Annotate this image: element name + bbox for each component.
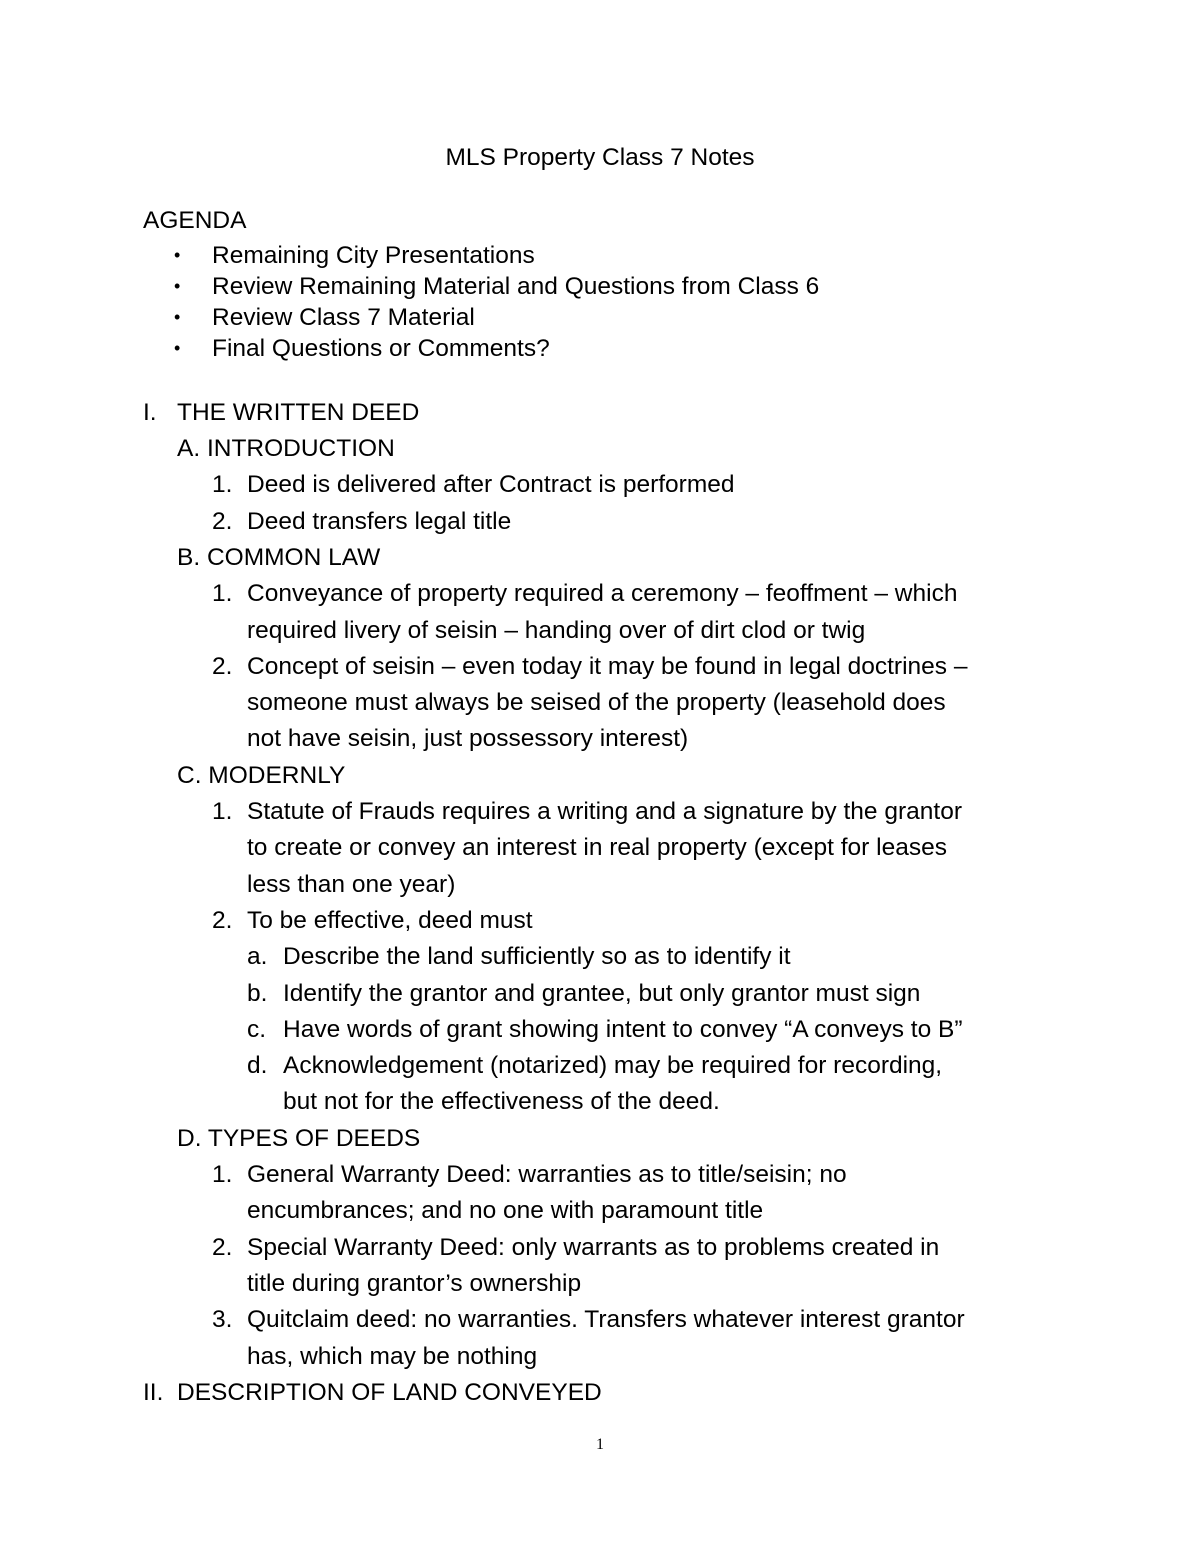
agenda-item: • Remaining City Presentations	[143, 240, 1073, 271]
sub-list-item: d. Acknowledgement (notarized) may be required for recording, but not for the effectiveness of the deed.	[247, 1052, 943, 1116]
list-item: 2. Concept of seisin – even today it may be found in legal doctrines – someone must always be seised of the property (leasehold does not have seisin, just possessory interest)	[212, 652, 968, 753]
agenda-heading: AGENDA	[143, 207, 247, 235]
document-body	[143, 140, 1073, 1411]
list-item: 2. To be effective, deed must	[212, 906, 533, 934]
list-item: 1. Conveyance of property required a ceremony – feoffment – which required livery of seisin – handing over of dirt clod or twig	[212, 580, 958, 644]
bullet-icon: •	[174, 275, 181, 296]
subsection-heading: C. MODERNLY	[177, 761, 346, 789]
section-heading	[143, 395, 1073, 431]
list-item: 3. Quitclaim deed: no warranties. Transfers whatever interest grantor has, which may be nothing	[212, 1306, 965, 1370]
subsection-heading: B. COMMON LAW	[177, 543, 381, 571]
agenda-list	[143, 240, 1073, 365]
sub-list-item: a. Describe the land sufficiently so as to identify it	[247, 943, 791, 971]
document-title: MLS Property Class 7 Notes	[445, 144, 755, 171]
page-number: 1	[596, 1436, 604, 1453]
section-heading	[143, 1375, 1073, 1411]
agenda-item: • Review Remaining Material and Questions from Class 6	[143, 271, 1073, 302]
bullet-icon: •	[174, 307, 181, 328]
section-title: DESCRIPTION OF LAND CONVEYED	[177, 1378, 602, 1406]
list-item: 1. General Warranty Deed: warranties as to title/seisin; no encumbrances; and no one with paramount title	[212, 1161, 847, 1225]
list-item: 2. Special Warranty Deed: only warrants as to problems created in title during grantor’s ownership	[212, 1233, 940, 1297]
section-number: I.	[143, 398, 157, 426]
sub-list-item: b. Identify the grantor and grantee, but only grantor must sign	[247, 979, 921, 1007]
subsection-heading: D. TYPES OF DEEDS	[177, 1124, 421, 1152]
subsection-heading: A. INTRODUCTION	[177, 435, 395, 463]
list-item: 2. Deed transfers legal title	[212, 507, 512, 535]
list-item: 1. Statute of Frauds requires a writing and a signature by the grantor to create or convey an interest in real property (except for leases less than one year)	[212, 798, 962, 898]
bullet-icon: •	[174, 244, 181, 265]
agenda-item: • Review Class 7 Material	[143, 302, 1073, 333]
list-item: 1. Deed is delivered after Contract is performed	[212, 471, 735, 499]
sub-list-item: c. Have words of grant showing intent to convey “A conveys to B”	[247, 1015, 963, 1043]
bullet-icon: •	[174, 338, 181, 359]
section-title: THE WRITTEN DEED	[177, 398, 420, 426]
section-number: II.	[143, 1378, 164, 1406]
agenda-item: • Final Questions or Comments?	[143, 333, 1073, 364]
